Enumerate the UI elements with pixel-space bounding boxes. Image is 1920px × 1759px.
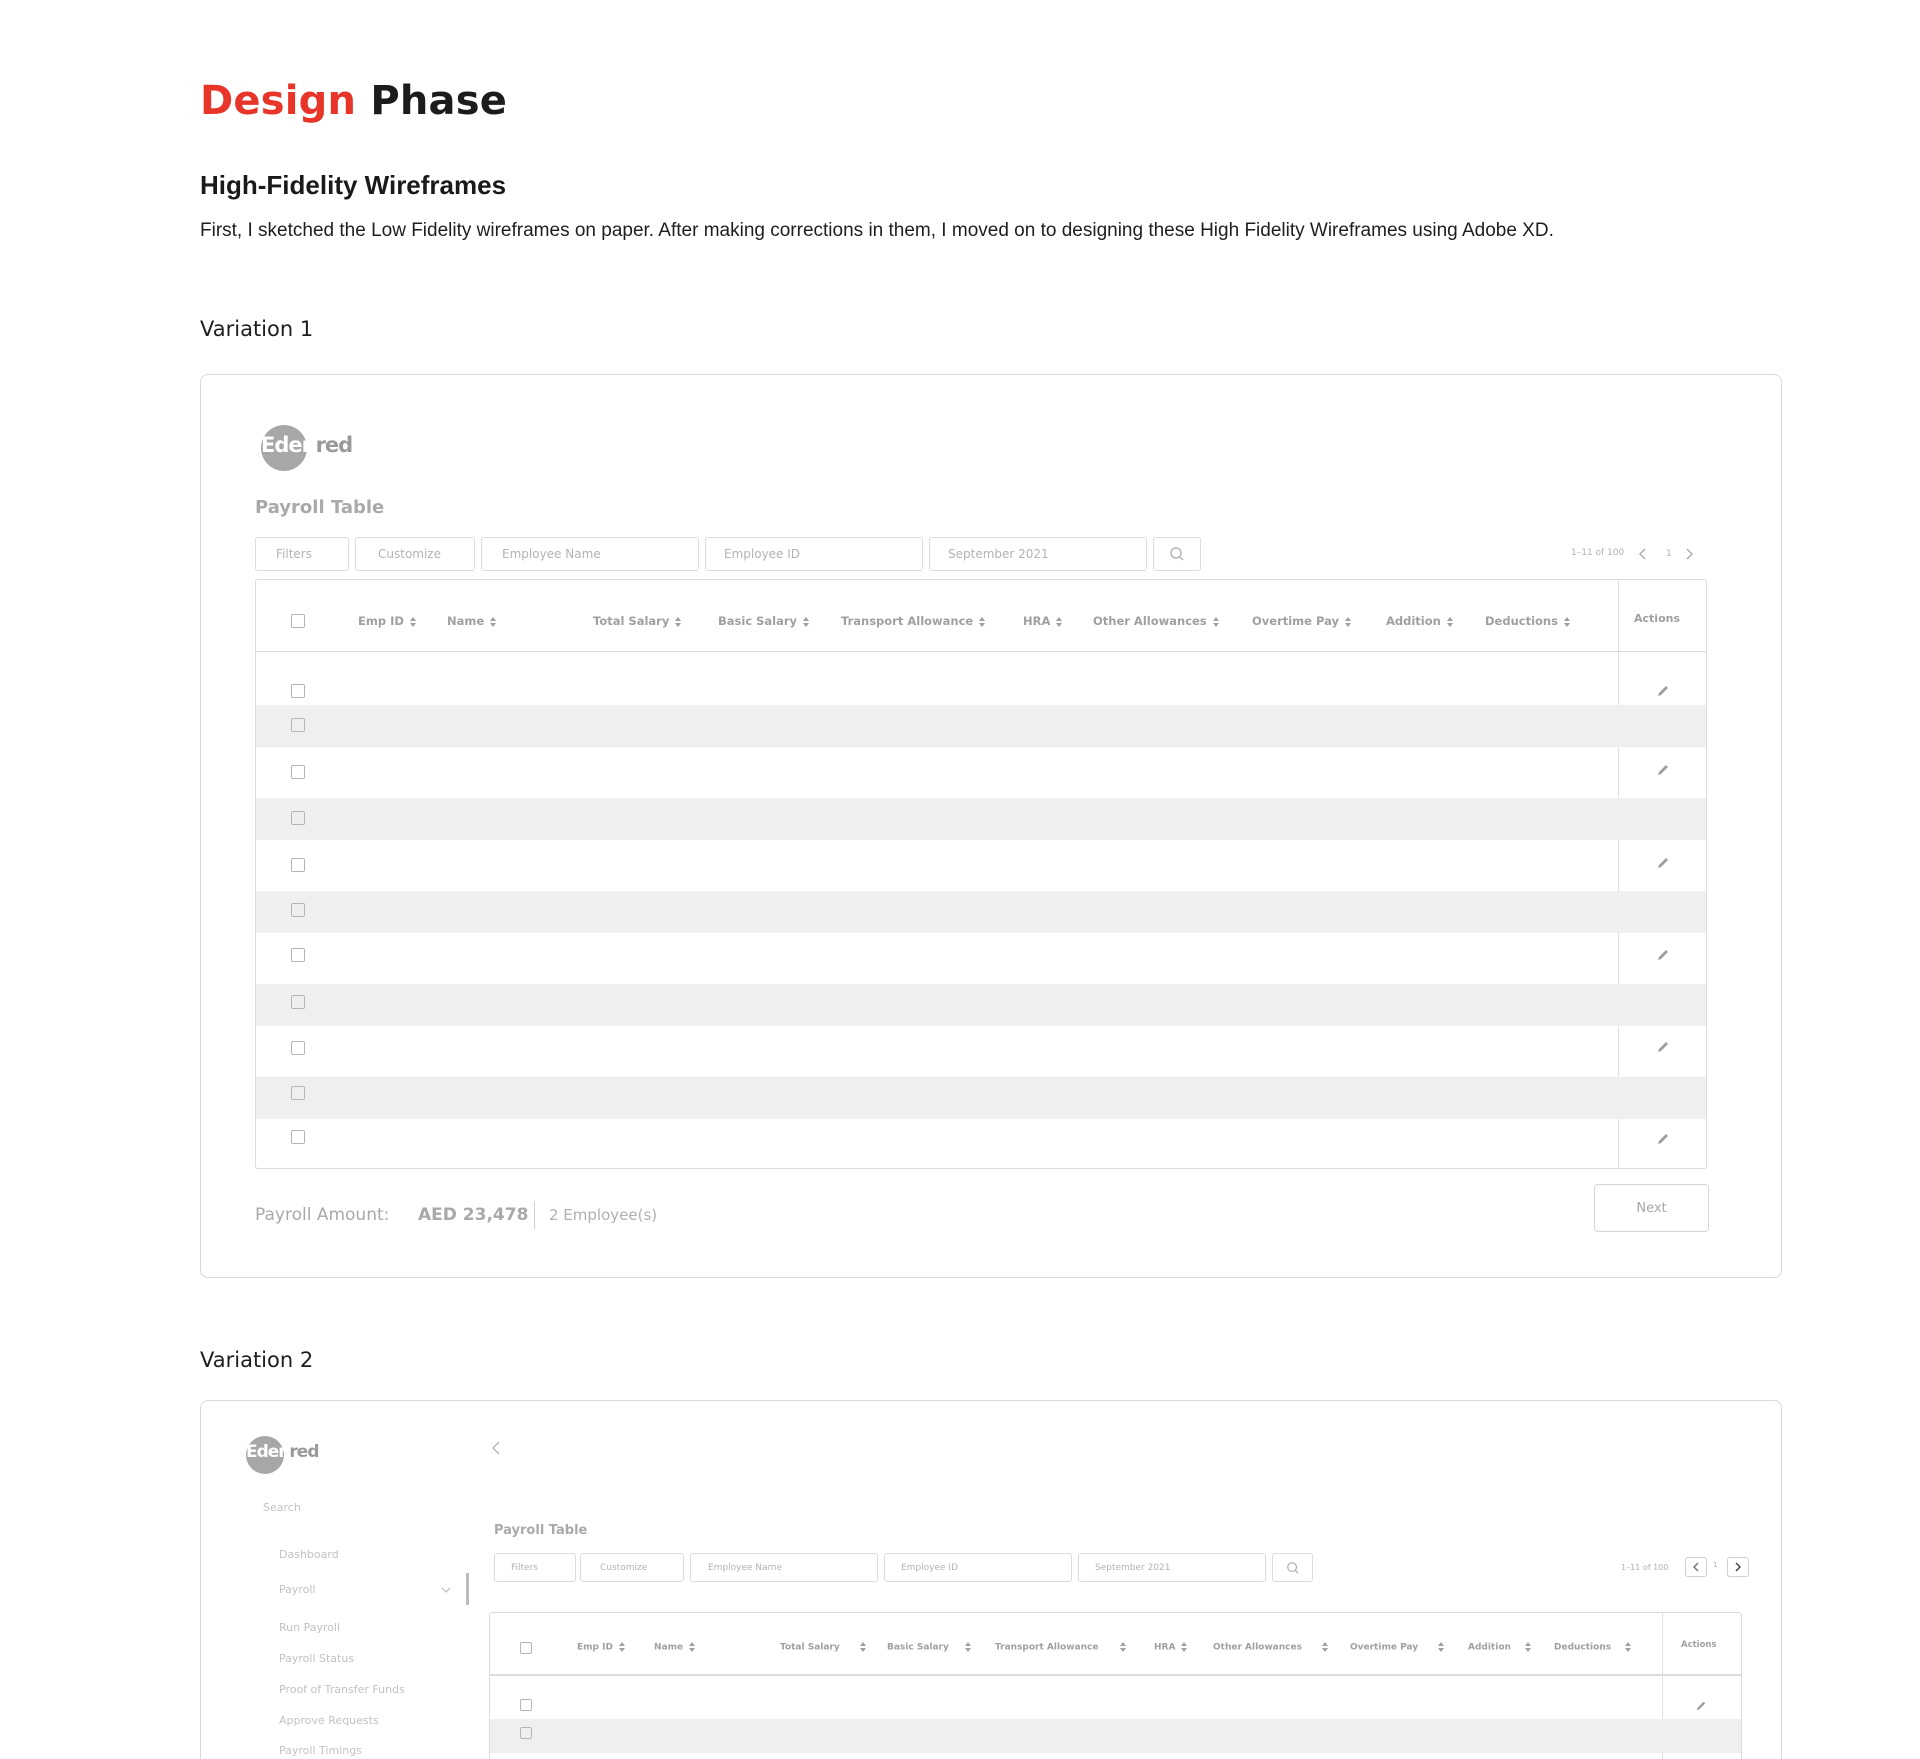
page-title: Payroll Table bbox=[494, 1523, 588, 1538]
select-all-checkbox[interactable] bbox=[291, 614, 305, 628]
heading-accent: Design bbox=[200, 78, 357, 124]
filters-button[interactable]: Filters bbox=[494, 1553, 576, 1582]
month-select[interactable]: September 2021 bbox=[1078, 1553, 1266, 1582]
section-subheading: High-Fidelity Wireframes bbox=[200, 170, 507, 200]
back-chevron-icon[interactable] bbox=[491, 1441, 501, 1455]
column-basic-salary[interactable]: Basic Salary bbox=[718, 614, 809, 628]
sidebar-item-payroll[interactable]: Payroll bbox=[279, 1583, 316, 1596]
prev-page-icon[interactable] bbox=[1638, 548, 1648, 560]
row-checkbox[interactable] bbox=[520, 1727, 532, 1739]
select-all-checkbox[interactable] bbox=[520, 1642, 532, 1654]
edit-icon[interactable] bbox=[1656, 763, 1670, 777]
table-row[interactable] bbox=[256, 984, 1707, 1026]
column-name[interactable]: Name bbox=[654, 1642, 695, 1653]
prev-page-button[interactable] bbox=[1685, 1557, 1707, 1577]
month-select[interactable]: September 2021 bbox=[929, 537, 1147, 571]
payroll-amount-value: AED 23,478 bbox=[418, 1205, 529, 1225]
pagination-range: 1–11 of 100 bbox=[1571, 548, 1625, 558]
sidebar-item-dashboard[interactable]: Dashboard bbox=[279, 1548, 339, 1561]
next-page-button[interactable] bbox=[1727, 1557, 1749, 1577]
edit-icon[interactable] bbox=[1656, 684, 1670, 698]
edit-icon[interactable] bbox=[1656, 856, 1670, 870]
column-hra[interactable]: HRA bbox=[1154, 1642, 1187, 1653]
active-indicator bbox=[466, 1573, 469, 1605]
row-checkbox[interactable] bbox=[291, 1130, 305, 1144]
heading-rest: Phase bbox=[370, 78, 508, 124]
table-row[interactable] bbox=[256, 891, 1707, 933]
column-total-salary[interactable]: Total Salary bbox=[780, 1642, 866, 1653]
pagination-range: 1–11 of 100 bbox=[1621, 1563, 1669, 1572]
column-total-salary[interactable]: Total Salary bbox=[593, 614, 681, 628]
row-checkbox[interactable] bbox=[291, 995, 305, 1009]
edenred-logo: Edenred bbox=[261, 425, 351, 471]
page-heading bbox=[200, 78, 507, 124]
variation-2-title: Variation 2 bbox=[200, 1348, 314, 1372]
column-overtime-pay[interactable]: Overtime Pay bbox=[1252, 614, 1351, 628]
row-checkbox[interactable] bbox=[291, 1041, 305, 1055]
row-checkbox[interactable] bbox=[291, 684, 305, 698]
section-description: First, I sketched the Low Fidelity wireframes on paper. After making corrections in them, I moved on to designing these High Fidelity Wireframes using Adobe XD. bbox=[200, 220, 1554, 241]
sidebar-search[interactable]: Search bbox=[263, 1501, 301, 1514]
employee-id-input[interactable]: Employee ID bbox=[884, 1553, 1072, 1582]
column-deductions[interactable]: Deductions bbox=[1554, 1642, 1631, 1653]
search-icon bbox=[1169, 546, 1185, 562]
next-page-icon[interactable] bbox=[1684, 548, 1694, 560]
column-overtime-pay[interactable]: Overtime Pay bbox=[1350, 1642, 1444, 1653]
variation-1-title: Variation 1 bbox=[200, 317, 314, 341]
edit-icon[interactable] bbox=[1656, 948, 1670, 962]
column-other-allowances[interactable]: Other Allowances bbox=[1213, 1642, 1328, 1653]
payroll-amount-label: Payroll Amount: bbox=[255, 1205, 390, 1225]
table-row[interactable] bbox=[490, 1719, 1742, 1753]
column-actions: Actions bbox=[1634, 612, 1680, 625]
row-checkbox[interactable] bbox=[291, 858, 305, 872]
table-row[interactable] bbox=[256, 705, 1707, 747]
payroll-table bbox=[489, 1612, 1742, 1759]
column-addition[interactable]: Addition bbox=[1468, 1642, 1531, 1653]
row-checkbox[interactable] bbox=[291, 903, 305, 917]
next-page-icon bbox=[1734, 1562, 1742, 1572]
row-checkbox[interactable] bbox=[291, 811, 305, 825]
row-checkbox[interactable] bbox=[291, 718, 305, 732]
employee-id-input[interactable]: Employee ID bbox=[705, 537, 923, 571]
column-transport-allowance[interactable]: Transport Allowance bbox=[841, 614, 985, 628]
chevron-down-icon[interactable] bbox=[441, 1587, 451, 1594]
customize-button[interactable]: Customize bbox=[355, 537, 475, 571]
variation-2-frame bbox=[200, 1400, 1782, 1759]
page-number: 1 bbox=[1666, 549, 1672, 559]
sidebar-item-payroll-status[interactable]: Payroll Status bbox=[279, 1652, 355, 1665]
column-emp-id[interactable]: Emp ID bbox=[577, 1642, 625, 1653]
row-checkbox[interactable] bbox=[520, 1699, 532, 1711]
sidebar-item-run-payroll[interactable]: Run Payroll bbox=[279, 1621, 341, 1634]
sidebar-item-payroll-timings[interactable]: Payroll Timings bbox=[279, 1744, 362, 1757]
column-actions: Actions bbox=[1681, 1640, 1717, 1650]
column-basic-salary[interactable]: Basic Salary bbox=[887, 1642, 971, 1653]
customize-button[interactable]: Customize bbox=[580, 1553, 684, 1582]
edenred-logo: Edenred bbox=[246, 1436, 316, 1474]
edit-icon[interactable] bbox=[1656, 1132, 1670, 1146]
column-name[interactable]: Name bbox=[447, 614, 496, 628]
column-deductions[interactable]: Deductions bbox=[1485, 614, 1570, 628]
filters-button[interactable]: Filters bbox=[255, 537, 349, 571]
page-title: Payroll Table bbox=[255, 497, 385, 518]
employee-name-input[interactable]: Employee Name bbox=[481, 537, 699, 571]
search-button[interactable] bbox=[1272, 1553, 1313, 1582]
column-addition[interactable]: Addition bbox=[1386, 614, 1453, 628]
column-hra[interactable]: HRA bbox=[1023, 614, 1062, 628]
prev-page-icon bbox=[1692, 1562, 1700, 1572]
table-row[interactable] bbox=[256, 798, 1707, 840]
page-number: 1 bbox=[1713, 1561, 1718, 1569]
next-button[interactable]: Next bbox=[1594, 1184, 1709, 1232]
variation-1-frame bbox=[200, 374, 1782, 1278]
payroll-table bbox=[255, 579, 1707, 1169]
column-other-allowances[interactable]: Other Allowances bbox=[1093, 614, 1219, 628]
edit-icon[interactable] bbox=[1695, 1700, 1707, 1712]
search-button[interactable] bbox=[1153, 537, 1201, 571]
search-icon bbox=[1286, 1561, 1300, 1575]
edit-icon[interactable] bbox=[1656, 1040, 1670, 1054]
row-checkbox[interactable] bbox=[291, 1086, 305, 1100]
table-row[interactable] bbox=[256, 1077, 1707, 1119]
sidebar-item-approve-requests[interactable]: Approve Requests bbox=[279, 1714, 379, 1727]
employee-name-input[interactable]: Employee Name bbox=[690, 1553, 878, 1582]
row-checkbox[interactable] bbox=[291, 765, 305, 779]
column-emp-id[interactable]: Emp ID bbox=[358, 614, 416, 628]
column-transport-allowance[interactable]: Transport Allowance bbox=[995, 1642, 1126, 1653]
row-checkbox[interactable] bbox=[291, 948, 305, 962]
sidebar-item-proof-of-transfer[interactable]: Proof of Transfer Funds bbox=[279, 1683, 405, 1696]
employee-count: 2 Employee(s) bbox=[549, 1206, 658, 1224]
